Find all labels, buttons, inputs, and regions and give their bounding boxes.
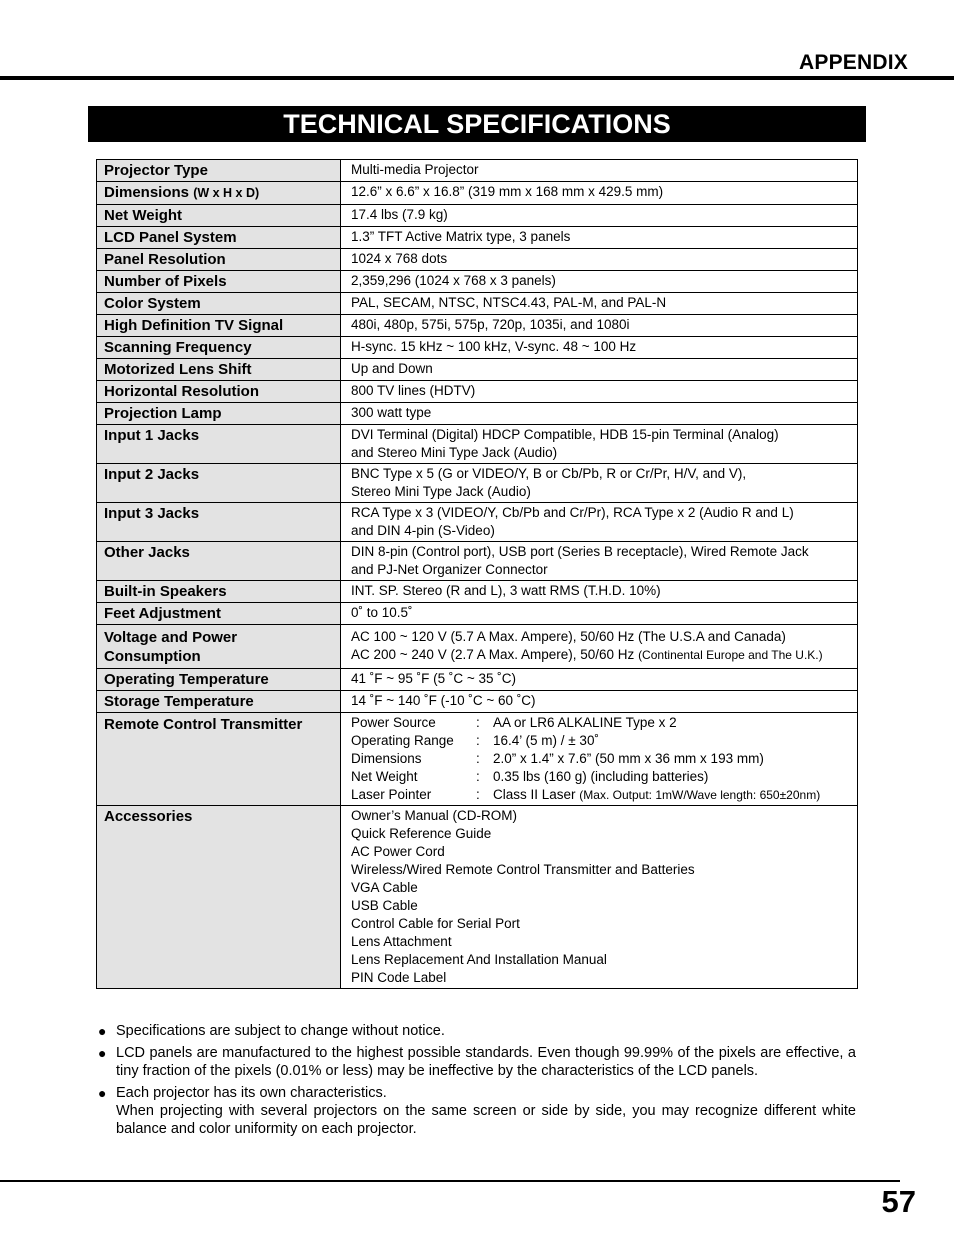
spec-label: Horizontal Resolution — [97, 381, 341, 403]
section-heading: APPENDIX — [799, 51, 908, 74]
remote-spec-note: (Max. Output: 1mW/Wave length: 650±20nm) — [579, 788, 821, 802]
spec-label — [97, 625, 341, 669]
remote-spec-line — [351, 768, 851, 786]
note-text: LCD panels are manufactured to the highest possible standards. Even though 99.99% of the pixels are effective, a tiny fraction of the pixels (0.01% or less) may be ineffective by the characteristics of the LCD panels. — [116, 1045, 856, 1079]
spec-label: Motorized Lens Shift — [97, 359, 341, 381]
spec-row — [97, 160, 858, 182]
spec-value — [341, 806, 858, 989]
spec-value-line — [351, 646, 851, 664]
remote-spec-key: Laser Pointer — [351, 787, 432, 802]
accessory-item: VGA Cable — [351, 880, 418, 895]
spec-label: Projection Lamp — [97, 403, 341, 425]
spec-row — [97, 293, 858, 315]
page-number: 57 — [881, 1184, 916, 1219]
spec-row — [97, 381, 858, 403]
note-item — [98, 1084, 856, 1138]
spec-label: Remote Control Transmitter — [97, 713, 341, 806]
note-item — [98, 1044, 856, 1080]
accessory-item: Lens Replacement And Installation Manual — [351, 952, 607, 967]
spec-label: High Definition TV Signal — [97, 315, 341, 337]
spec-value-line: BNC Type x 5 (G or VIDEO/Y, B or Cb/Pb, R or Cr/Pr, H/V, and V), — [351, 466, 747, 481]
spec-value: PAL, SECAM, NTSC, NTSC4.43, PAL-M, and PAL-N — [341, 293, 858, 315]
remote-spec-key: Operating Range — [351, 733, 454, 748]
spec-row — [97, 271, 858, 293]
accessory-item: Lens Attachment — [351, 934, 452, 949]
spec-value: 14 ˚F ~ 140 ˚F (-10 ˚C ~ 60 ˚C) — [341, 691, 858, 713]
spec-row — [97, 359, 858, 381]
remote-spec-key: Net Weight — [351, 769, 418, 784]
remote-spec-line — [351, 750, 851, 768]
bullet-icon: ● — [98, 1085, 107, 1101]
spec-value: Multi-media Projector — [341, 160, 858, 182]
spec-row-remote — [97, 713, 858, 806]
note-text — [116, 1084, 856, 1138]
spec-value: 800 TV lines (HDTV) — [341, 381, 858, 403]
spec-row — [97, 603, 858, 625]
spec-value-note: (Continental Europe and The U.K.) — [638, 648, 823, 662]
spec-row — [97, 542, 858, 581]
spec-label: Other Jacks — [97, 542, 341, 581]
remote-spec-colon: : — [476, 733, 480, 748]
spec-value-line: DIN 8-pin (Control port), USB port (Series B receptacle), Wired Remote Jack — [351, 544, 809, 559]
spec-value: 300 watt type — [341, 403, 858, 425]
spec-row — [97, 315, 858, 337]
note-text: Specifications are subject to change without notice. — [116, 1023, 445, 1039]
spec-label: Input 1 Jacks — [97, 425, 341, 464]
spec-value-line: and PJ-Net Organizer Connector — [351, 562, 548, 577]
spec-label: Input 2 Jacks — [97, 464, 341, 503]
spec-value: 480i, 480p, 575i, 575p, 720p, 1035i, and 1080i — [341, 315, 858, 337]
spec-label-note: (W x H x D) — [193, 186, 260, 200]
spec-value — [341, 542, 858, 581]
remote-spec-key: Power Source — [351, 715, 436, 730]
spec-label-line: Voltage and Power — [104, 629, 238, 646]
spec-label-line: Consumption — [104, 648, 201, 665]
spec-value-line: and Stereo Mini Type Jack (Audio) — [351, 445, 558, 460]
spec-row-voltage — [97, 625, 858, 669]
page-title: TECHNICAL SPECIFICATIONS — [88, 106, 866, 142]
spec-label: Operating Temperature — [97, 669, 341, 691]
header-rule — [0, 76, 954, 80]
accessory-item: Quick Reference Guide — [351, 826, 492, 841]
spec-row — [97, 581, 858, 603]
remote-spec-value — [493, 786, 820, 804]
spec-label: LCD Panel System — [97, 227, 341, 249]
spec-value: 17.4 lbs (7.9 kg) — [341, 205, 858, 227]
spec-value: 41 ˚F ~ 95 ˚F (5 ˚C ~ 35 ˚C) — [341, 669, 858, 691]
spec-label: Accessories — [97, 806, 341, 989]
spec-table — [96, 159, 858, 989]
spec-value-line: RCA Type x 3 (VIDEO/Y, Cb/Pb and Cr/Pr), RCA Type x 2 (Audio R and L) — [351, 505, 794, 520]
spec-value-line: DVI Terminal (Digital) HDCP Compatible, HDB 15-pin Terminal (Analog) — [351, 427, 779, 442]
spec-label: Projector Type — [97, 160, 341, 182]
spec-value — [341, 503, 858, 542]
spec-label: Feet Adjustment — [97, 603, 341, 625]
spec-label: Input 3 Jacks — [97, 503, 341, 542]
bullet-icon: ● — [98, 1045, 107, 1061]
spec-row-accessories — [97, 806, 858, 989]
spec-value-line: and DIN 4-pin (S-Video) — [351, 523, 495, 538]
accessory-item: USB Cable — [351, 898, 418, 913]
spec-row — [97, 403, 858, 425]
accessory-item: AC Power Cord — [351, 844, 445, 859]
remote-spec-colon: : — [476, 787, 480, 802]
remote-spec-line — [351, 714, 851, 732]
spec-row — [97, 503, 858, 542]
spec-row — [97, 249, 858, 271]
spec-label: Panel Resolution — [97, 249, 341, 271]
remote-spec-value: 2.0” x 1.4” x 7.6” (50 mm x 36 mm x 193 mm) — [493, 751, 764, 766]
spec-row — [97, 182, 858, 205]
spec-label: Number of Pixels — [97, 271, 341, 293]
bullet-icon: ● — [98, 1023, 107, 1039]
remote-spec-value: AA or LR6 ALKALINE Type x 2 — [493, 715, 677, 730]
accessory-item: Wireless/Wired Remote Control Transmitter and Batteries — [351, 862, 695, 877]
spec-label: Scanning Frequency — [97, 337, 341, 359]
remote-spec-line — [351, 732, 851, 750]
remote-spec-colon: : — [476, 751, 480, 766]
spec-row — [97, 691, 858, 713]
spec-value: 1.3” TFT Active Matrix type, 3 panels — [341, 227, 858, 249]
spec-label: Color System — [97, 293, 341, 315]
note-line: When projecting with several projectors on the same screen or side by side, you may recognize different white balance and color uniformity on each projector. — [116, 1103, 856, 1137]
spec-label — [97, 182, 341, 205]
spec-value: 2,359,296 (1024 x 768 x 3 panels) — [341, 271, 858, 293]
note-line: Each projector has its own characteristics. — [116, 1085, 387, 1101]
spec-value-text: AC 200 ~ 240 V (2.7 A Max. Ampere), 50/60 Hz — [351, 647, 635, 662]
spec-row — [97, 464, 858, 503]
spec-label: Storage Temperature — [97, 691, 341, 713]
spec-value — [341, 464, 858, 503]
accessory-item: Control Cable for Serial Port — [351, 916, 520, 931]
footer-rule — [0, 1180, 900, 1182]
spec-value — [341, 625, 858, 669]
spec-row — [97, 669, 858, 691]
remote-spec-colon: : — [476, 769, 480, 784]
spec-label: Net Weight — [97, 205, 341, 227]
spec-value: H-sync. 15 kHz ~ 100 kHz, V-sync. 48 ~ 100 Hz — [341, 337, 858, 359]
spec-row — [97, 227, 858, 249]
spec-row — [97, 425, 858, 464]
spec-value: Up and Down — [341, 359, 858, 381]
spec-value-line: AC 100 ~ 120 V (5.7 A Max. Ampere), 50/60 Hz (The U.S.A and Canada) — [351, 629, 786, 644]
spec-label-text: Dimensions — [104, 184, 190, 201]
spec-value: 12.6” x 6.6” x 16.8” (319 mm x 168 mm x 429.5 mm) — [341, 182, 858, 205]
spec-label: Built-in Speakers — [97, 581, 341, 603]
notes-list — [98, 1022, 856, 1142]
remote-spec-line — [351, 786, 851, 804]
remote-spec-colon: : — [476, 715, 480, 730]
spec-value: 0˚ to 10.5˚ — [341, 603, 858, 625]
spec-value — [341, 713, 858, 806]
spec-value-line: Stereo Mini Type Jack (Audio) — [351, 484, 531, 499]
remote-spec-value: 0.35 lbs (160 g) (including batteries) — [493, 769, 709, 784]
note-item — [98, 1022, 856, 1040]
spec-value: 1024 x 768 dots — [341, 249, 858, 271]
spec-row — [97, 205, 858, 227]
remote-spec-value: 16.4’ (5 m) / ± 30˚ — [493, 733, 599, 748]
remote-spec-key: Dimensions — [351, 751, 422, 766]
spec-value: INT. SP. Stereo (R and L), 3 watt RMS (T.H.D. 10%) — [341, 581, 858, 603]
spec-row — [97, 337, 858, 359]
accessory-item: Owner’s Manual (CD-ROM) — [351, 808, 518, 823]
accessory-item: PIN Code Label — [351, 970, 447, 985]
spec-value — [341, 425, 858, 464]
remote-spec-value-text: Class II Laser — [493, 787, 576, 802]
